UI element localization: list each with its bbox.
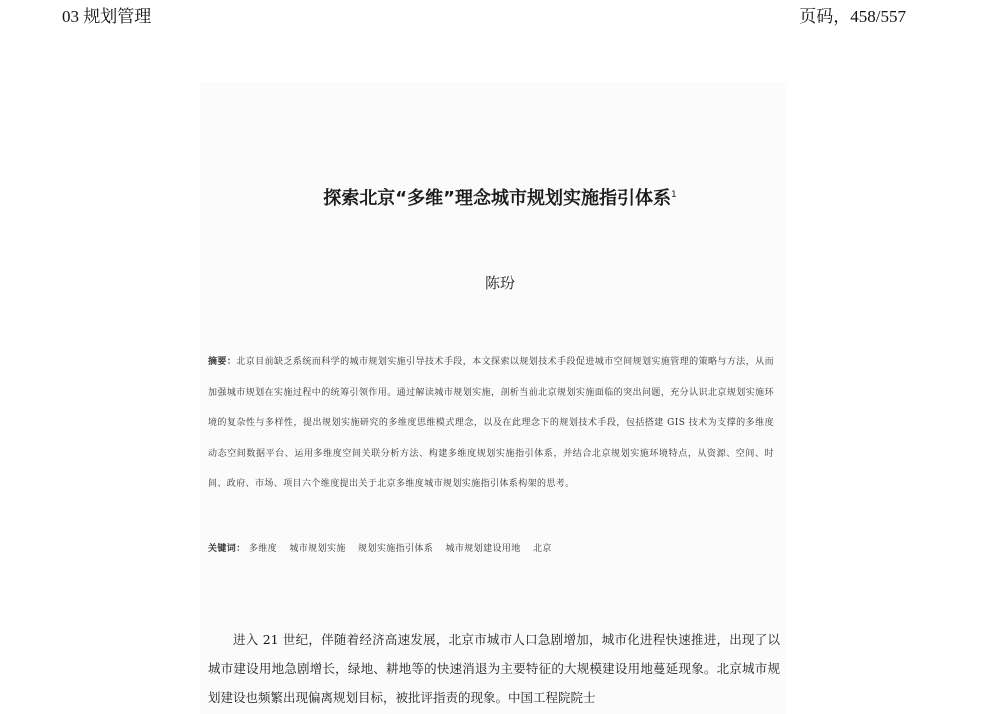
paper-title-text: 探索北京“多维”理念城市规划实施指引体系 bbox=[323, 188, 671, 209]
section-header: 03 规划管理 bbox=[62, 7, 152, 26]
keyword: 规划实施指引体系 bbox=[358, 544, 434, 554]
title-footnote-marker: 1 bbox=[670, 190, 677, 200]
keyword: 城市规划实施 bbox=[289, 544, 346, 554]
page-counter: 页码，458/557 bbox=[799, 7, 906, 26]
paper-title bbox=[200, 184, 800, 210]
keyword: 城市规划建设用地 bbox=[445, 544, 521, 554]
abstract-label: 摘要： bbox=[208, 357, 237, 367]
paper-author: 陈玢 bbox=[484, 274, 515, 292]
keyword: 北京 bbox=[532, 544, 552, 554]
keywords-label: 关键词： bbox=[208, 544, 246, 554]
abstract-text: 北京目前缺乏系统而科学的城市规划实施引导技术手段，本文探索以规划技术手段促进城市空间规划实施管理的策略与方法，从而加强城市规划在实施过程中的统筹引领作用。通过解读城市规划实施，剖析当前北京规划实施面临的突出问题，充分认识北京规划实施环境的复杂性与多样性，提出规划实施研究的多维度思维模式理念，以及在此理念下的规划技术手段，包括搭建 GIS 技术为支撑的多维度动态空间数据平台、运用多维度空间关联分析方法、构建多维度规划实施指引体系，并结合北京规划实施环境特点，从资源、空间、时间、政府、市场、项目六个维度提出关于北京多维度城市规划实施指引体系构架的思考。 bbox=[208, 357, 774, 489]
body-paragraph: 进入 21 世纪，伴随着经济高速发展，北京市城市人口急剧增加，城市化进程快速推进，出现了以城市建设用地急剧增长，绿地、耕地等的快速消退为主要特征的大规模建设用地蔓延现象。北京城市规划建设也频繁出现偏离规划目标，被批评指责的现象。中国工程院院士 bbox=[208, 632, 780, 705]
abstract bbox=[208, 347, 774, 500]
keyword: 多维度 bbox=[248, 544, 278, 554]
keywords bbox=[208, 541, 774, 554]
